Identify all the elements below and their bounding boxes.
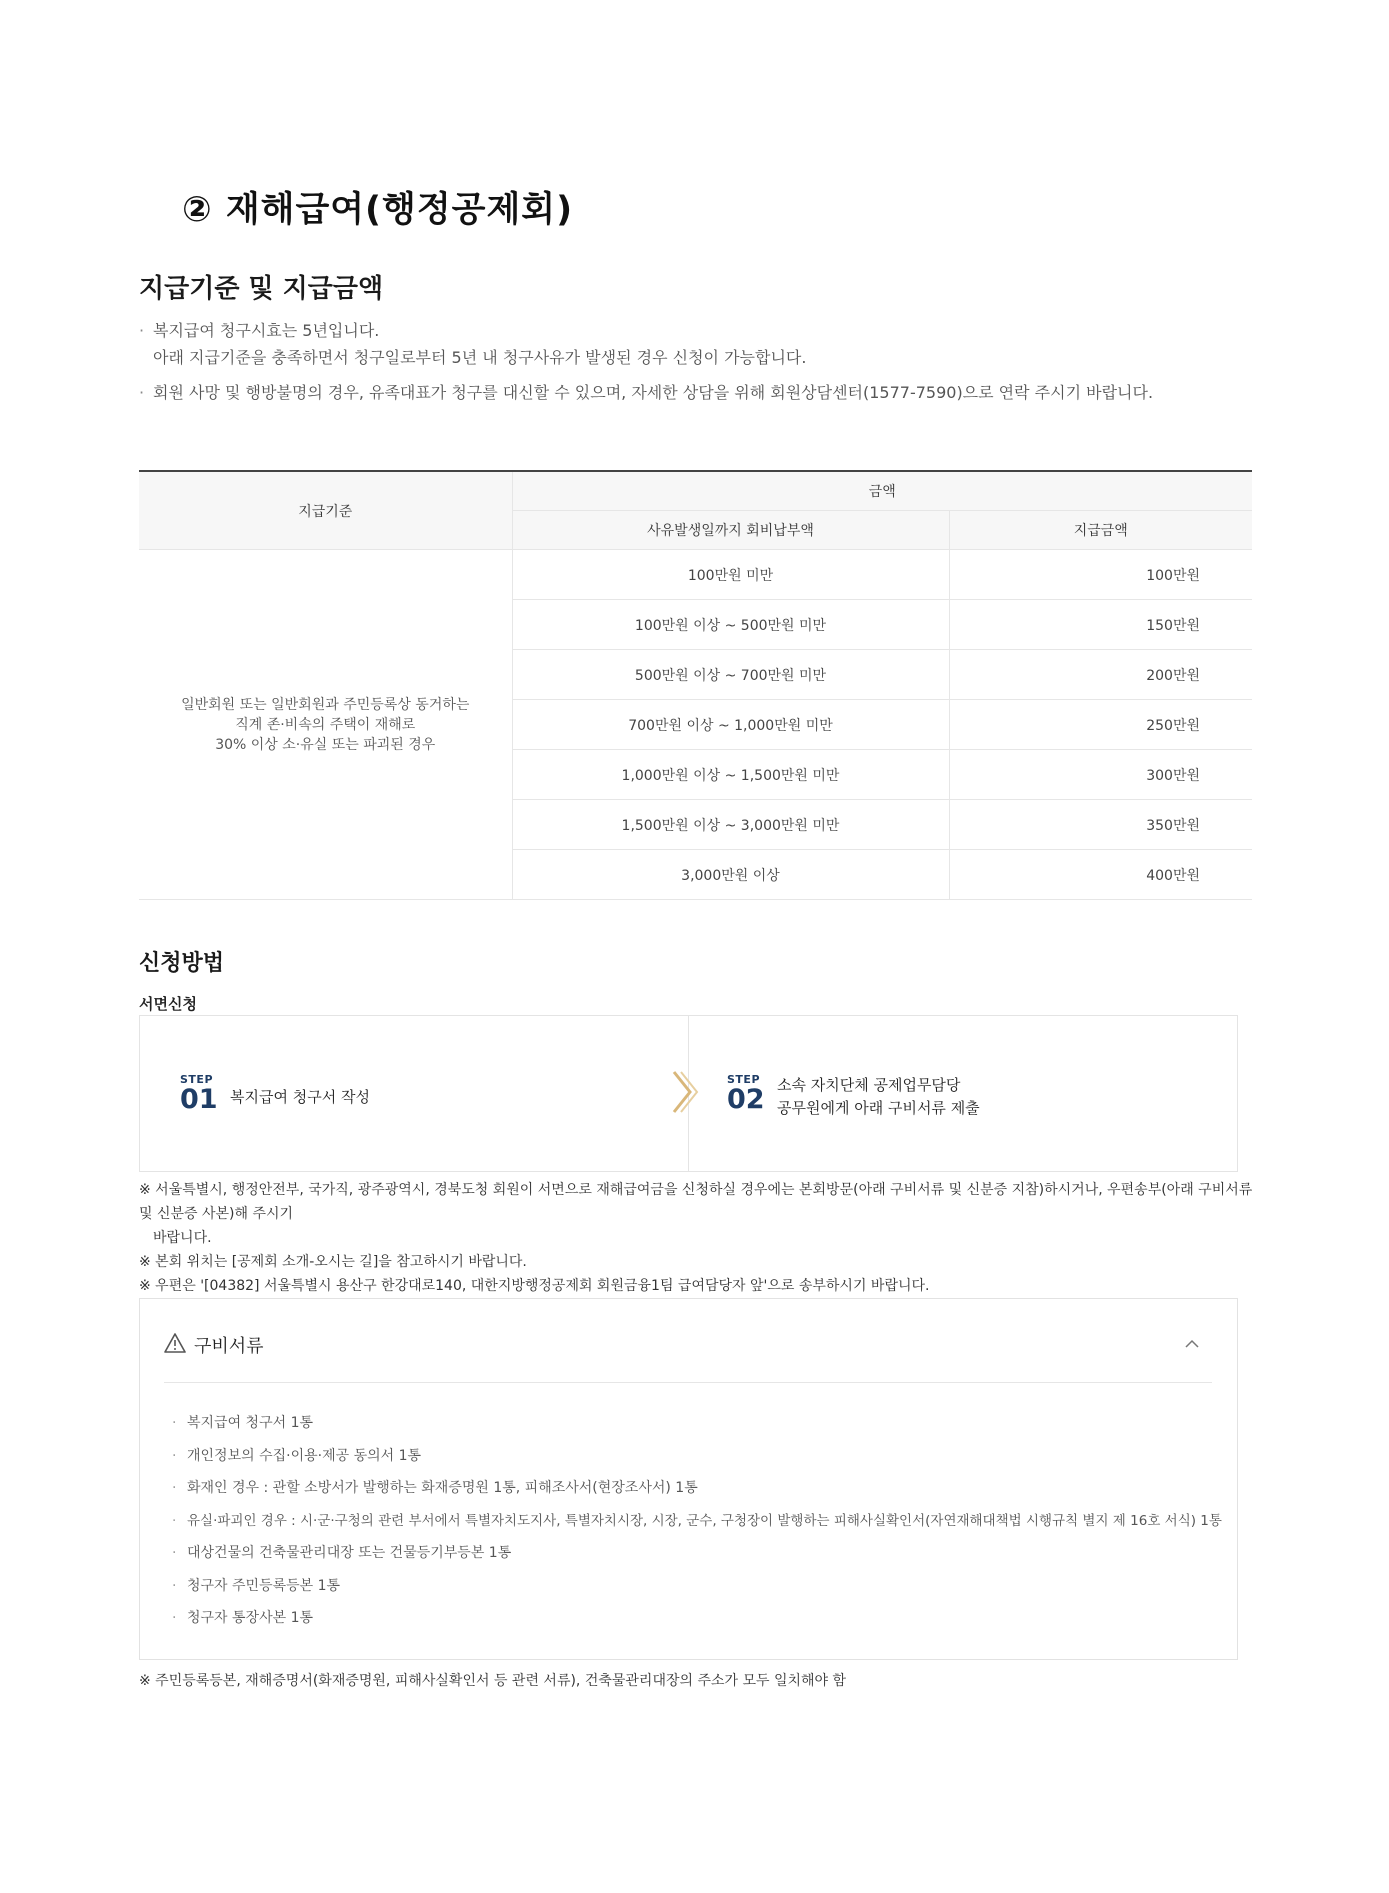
pay-cell: 150만원 (949, 600, 1252, 650)
criteria-cell (139, 550, 512, 900)
range-cell: 100만원 이상 ~ 500만원 미만 (512, 600, 949, 650)
list-item: · 복지급여 청구서 1통 (172, 1407, 1212, 1440)
note-line: ※ 본회 위치는 [공제회 소개-오시는 길]을 참고하시기 바랍니다. (139, 1254, 527, 1270)
step-number: 02 (727, 1084, 765, 1115)
range-cell: 700만원 이상 ~ 1,000만원 미만 (512, 700, 949, 750)
section-title-method: 신청방법 (139, 951, 225, 976)
bullet-item-continued: 아래 지급기준을 충족하면서 청구일로부터 5년 내 청구사유가 발생된 경우 신청이 가능합니다. (153, 348, 807, 367)
documents-panel (139, 1298, 1238, 1660)
header-criteria: 지급기준 (139, 471, 512, 550)
bullet-dot-icon: · (172, 1512, 177, 1529)
footnote: ※ 주민등록등본, 재해증명서(화재증명원, 피해사실확인서 등 관련 서류), 건축물관리대장의 주소가 모두 일치해야 함 (139, 1673, 847, 1689)
bullet-item: · 회원 사망 및 행방불명의 경우, 유족대표가 청구를 대신할 수 있으며, 자세한 상담을 위해 회원상담센터(1577-7590)으로 연락 주시기 바랍니다. (139, 379, 1259, 406)
criteria-line: 30% 이상 소·유실 또는 파괴된 경우 (215, 736, 436, 753)
documents-list (172, 1407, 1222, 1635)
step-label: STEP (180, 1073, 214, 1086)
criteria-line: 일반회원 또는 일반회원과 주민등록상 동거하는 (181, 696, 470, 713)
chevron-right-icon (670, 1068, 700, 1120)
step-box (139, 1015, 1238, 1172)
list-item: · 화재인 경우 : 관할 소방서가 발행하는 화재증명원 1통, 피해조사서(현장조사서) 1통 (172, 1472, 1212, 1505)
pay-cell: 200만원 (949, 650, 1252, 700)
bullet-dot-icon: · (172, 1480, 177, 1496)
documents-divider (164, 1382, 1212, 1383)
step-2-line: 소속 자치단체 공제업무담당 (777, 1076, 961, 1094)
list-item: · 청구자 주민등록등본 1통 (172, 1570, 1212, 1603)
range-cell: 3,000만원 이상 (512, 850, 949, 900)
collapse-chevron-up-icon[interactable] (1184, 1335, 1204, 1355)
bullet-item: · 복지급여 청구시효는 5년입니다. (139, 317, 1259, 344)
range-cell: 1,500만원 이상 ~ 3,000만원 미만 (512, 800, 949, 850)
list-item: · 대상건물의 건축물관리대장 또는 건물등기부등본 1통 (172, 1537, 1212, 1570)
bullet-dot-icon: · (172, 1447, 177, 1464)
method-notes (139, 1178, 1259, 1298)
step-number: 01 (180, 1084, 218, 1115)
range-cell: 1,000만원 이상 ~ 1,500만원 미만 (512, 750, 949, 800)
bullet-dot-icon: · (139, 383, 145, 402)
step-1-text: 복지급여 청구서 작성 (230, 1088, 370, 1106)
section-title-criteria: 지급기준 및 지급금액 (139, 274, 384, 304)
pay-cell: 400만원 (949, 850, 1252, 900)
pay-cell: 100만원 (949, 550, 1252, 600)
note-line: ※ 서울특별시, 행정안전부, 국가직, 광주광역시, 경북도청 회원이 서면으로 재해급여금을 신청하실 경우에는 본회방문(아래 구비서류 및 신분증 지참)하시거나, 우편송부(아래 구비서류 및 신분증 사본)해 주시기 (139, 1182, 1253, 1222)
bullet-dot-icon: · (172, 1415, 177, 1431)
step-label: STEP (727, 1073, 761, 1086)
warning-icon (164, 1333, 186, 1357)
pay-cell: 300만원 (949, 750, 1252, 800)
range-cell: 100만원 미만 (512, 550, 949, 600)
criteria-notes (139, 317, 1259, 406)
table-row (139, 550, 1252, 600)
pay-cell: 350만원 (949, 800, 1252, 850)
pay-cell: 250만원 (949, 700, 1252, 750)
note-line: ※ 우편은 '[04382] 서울특별시 용산구 한강대로140, 대한지방행정공제회 회원금융1팀 급여담당자 앞'으로 송부하시기 바랍니다. (139, 1278, 930, 1294)
step-2 (727, 1073, 765, 1113)
bullet-dot-icon: · (172, 1577, 177, 1594)
list-item: · 유실·파괴인 경우 : 시·군·구청의 관련 부서에서 특별자치도지사, 특별자치시장, 시장, 군수, 구청장이 발행하는 피해사실확인서(자연재해대책법 시행규칙 별지 제 16호 서식) 1통 (172, 1505, 1212, 1538)
header-pay: 지급금액 (949, 511, 1252, 550)
bullet-dot-icon: · (172, 1610, 177, 1626)
range-cell: 500만원 이상 ~ 700만원 미만 (512, 650, 949, 700)
step-2-line: 공무원에게 아래 구비서류 제출 (777, 1099, 980, 1117)
list-item: · 청구자 통장사본 1통 (172, 1602, 1212, 1635)
step-1 (180, 1073, 218, 1113)
documents-title: 구비서류 (194, 1336, 264, 1357)
list-item: · 개인정보의 수집·이용·제공 동의서 1통 (172, 1440, 1212, 1473)
payment-table (139, 470, 1252, 900)
header-amount: 금액 (512, 471, 1252, 511)
page-heading: ② 재해급여(행정공제회) (182, 190, 574, 230)
note-line: 바랍니다. (153, 1230, 212, 1246)
header-unpaid: 사유발생일까지 회비납부액 (512, 511, 949, 550)
bullet-dot-icon: · (172, 1545, 177, 1561)
step-2-text (777, 1074, 980, 1120)
method-subtitle: 서면신청 (139, 995, 197, 1013)
criteria-line: 직계 존·비속의 주택이 재해로 (235, 716, 416, 733)
bullet-dot-icon: · (139, 321, 145, 340)
